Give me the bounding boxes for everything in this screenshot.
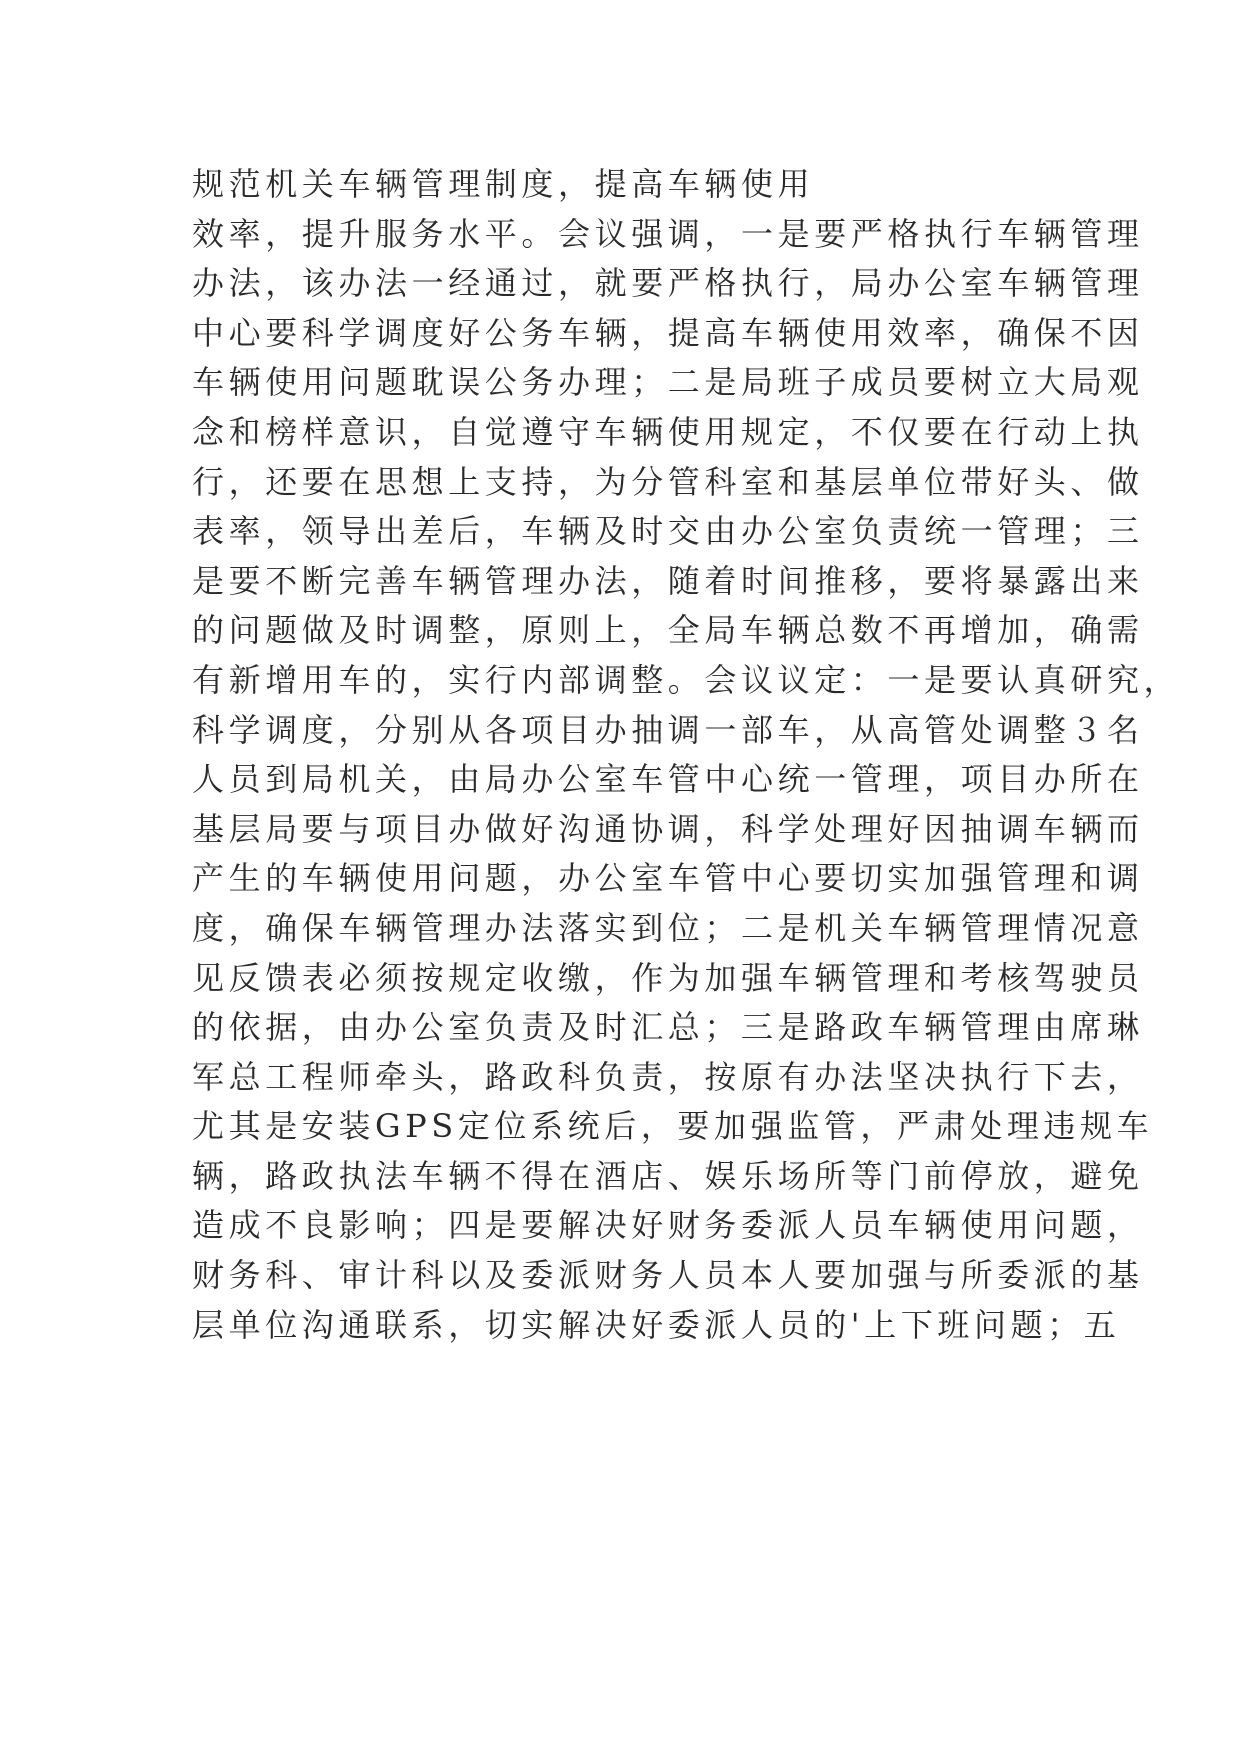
text-line: 的依据，由办公室负责及时汇总；三是路政车辆管理由席琳 [192,1008,1144,1047]
text-line: 层单位沟通联系，切实解决好委派人员的'上下班问题；五 [192,1305,1121,1344]
text-line: 规范机关车辆管理制度，提高车辆使用 [192,165,815,203]
text-line: 见反馈表必须按规定收缴，作为加强车辆管理和考核驾驶员 [192,958,1144,997]
text-line: 财务科、审计科以及委派财务人员本人要加强与所委派的基 [192,1256,1144,1295]
text-line: 表率，领导出差后，车辆及时交由办公室负责统一管理；三 [192,512,1144,551]
text-line: 军总工程师牵头，路政科负责，按原有办法坚决执行下去， [192,1057,1144,1096]
text-line: 产生的车辆使用问题，办公室车管中心要切实加强管理和调 [192,859,1144,898]
text-line: 念和榜样意识，自觉遵守车辆使用规定，不仅要在行动上执 [192,412,1144,451]
text-line: 人员到局机关，由局办公室车管中心统一管理，项目办所在 [192,760,1144,799]
text-line: 造成不良影响；四是要解决好财务委派人员车辆使用问题， [192,1206,1144,1245]
text-line: 是要不断完善车辆管理办法，随着时间推移，要将暴露出来 [192,561,1144,600]
text-line: 中心要科学调度好公务车辆，提高车辆使用效率，确保不因 [192,313,1144,352]
text-line: 办法，该办法一经通过，就要严格执行，局办公室车辆管理 [192,264,1144,303]
text-line: 辆，路政执法车辆不得在酒店、娱乐场所等门前停放，避免 [192,1156,1144,1195]
text-line: 有新增用车的，实行内部调整。会议议定：一是要认真研究， [192,660,1181,699]
text-line: 车辆使用问题耽误公务办理；二是局班子成员要树立大局观 [192,363,1144,402]
text-line: 度，确保车辆管理办法落实到位；二是机关车辆管理情况意 [192,908,1144,947]
body-text [192,160,1181,1350]
text-line: 的问题做及时调整，原则上，全局车辆总数不再增加，确需 [192,611,1144,650]
text-line: 基层局要与项目办做好沟通协调，科学处理好因抽调车辆而 [192,809,1144,848]
text-line: 尤其是安装GPS定位系统后，要加强监管，严肃处理违规车 [192,1107,1154,1146]
text-line: 科学调度，分别从各项目办抽调一部车，从高管处调整３名 [192,710,1144,749]
text-line: 效率，提升服务水平。会议强调，一是要严格执行车辆管理 [192,214,1144,253]
text-line: 行，还要在思想上支持，为分管科室和基层单位带好头、做 [192,462,1144,501]
